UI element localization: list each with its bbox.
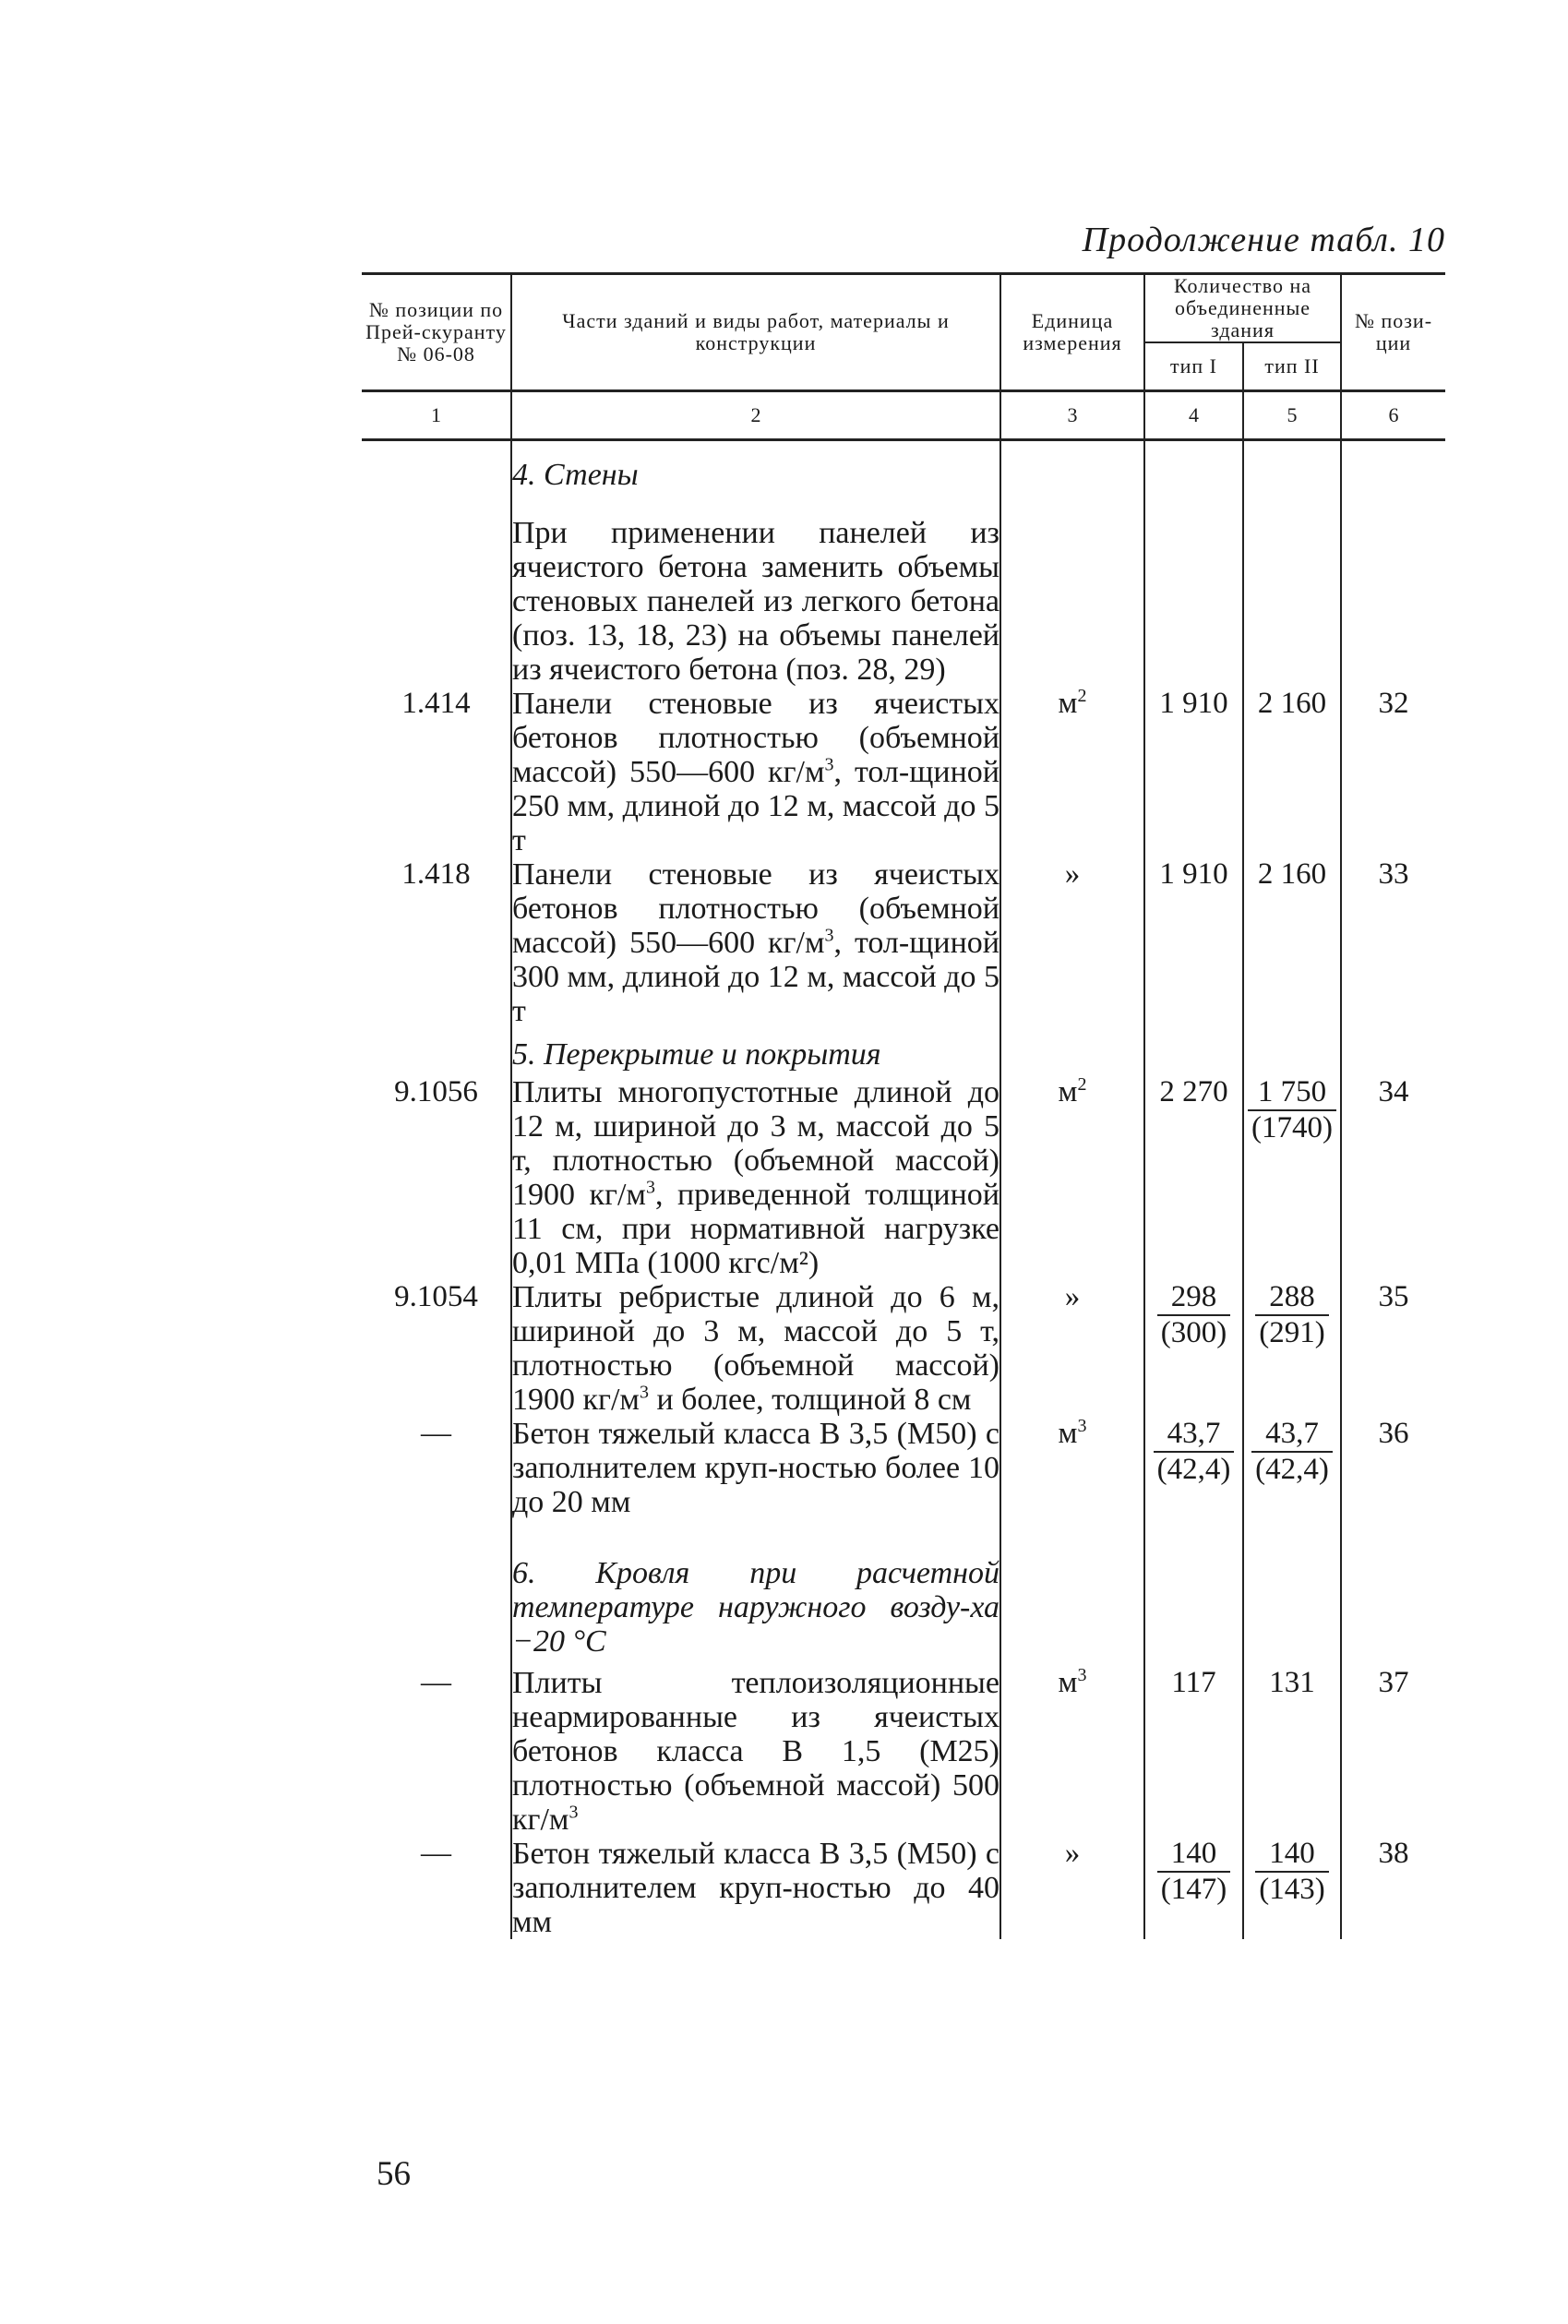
description: Панели стеновые из ячеистых бетонов плотностью (объемной массой) 550—600 $кг/м^3$, тол-щиной 300 мм, длиной до 12 м, массой до 5 т xyxy=(512,857,999,1028)
fraction-numerator: 43,7 xyxy=(1251,1417,1333,1453)
position-number: 32 xyxy=(1341,687,1445,857)
page-number: 56 xyxy=(377,2155,411,2193)
unit: $м^3$ xyxy=(1000,1417,1144,1519)
table-row xyxy=(362,687,1445,857)
header-unit: Единица измерения xyxy=(1000,274,1144,391)
description: Плиты ребристые длиной до 6 м, шириной до 3 м, массой до 5 т, плотностью (объемной массой) 1900 $кг/м^3$ и более, толщиной 8 см xyxy=(512,1280,999,1417)
table-row xyxy=(362,857,1445,1028)
quantity-type-2 xyxy=(1243,1075,1341,1280)
fraction-numerator: 298 xyxy=(1157,1280,1230,1316)
fraction-denominator: (1740) xyxy=(1251,1111,1333,1144)
quantity-type-1: 1 910 xyxy=(1144,687,1243,857)
unit: $м^2$ xyxy=(1000,687,1144,857)
walls-note: При применении панелей из ячеистого бетона заменить объемы стеновых панелей из легкого бетона (поз. 13, 18, 23) на объемы панелей из ячеистого бетона (поз. 28, 29) xyxy=(511,499,1000,687)
column-number: 6 xyxy=(1341,391,1445,440)
table-row xyxy=(362,1837,1445,1939)
column-number: 3 xyxy=(1000,391,1144,440)
position-number: 37 xyxy=(1341,1666,1445,1837)
quantity-type-2 xyxy=(1243,1280,1341,1417)
position-number: 35 xyxy=(1341,1280,1445,1417)
position-code: — xyxy=(362,1666,511,1837)
table-row xyxy=(362,1666,1445,1837)
quantity-type-2: 2 160 xyxy=(1243,687,1341,857)
quantity-type-1: 1 910 xyxy=(1144,857,1243,1028)
quantity-type-2 xyxy=(1243,1837,1341,1939)
unit: $м^3$ xyxy=(1000,1666,1144,1837)
quantity-type-2: 2 160 xyxy=(1243,857,1341,1028)
column-numbers-row xyxy=(362,391,1445,440)
header-description: Части зданий и виды работ, материалы и конструкции xyxy=(511,274,1000,391)
header-position-no: № пози-ции xyxy=(1341,274,1445,391)
position-code: 9.1056 xyxy=(362,1075,511,1280)
price-table xyxy=(362,272,1445,1939)
description: Плиты многопустотные длиной до 12 м, шириной до 3 м, массой до 5 т, плотностью (объемной массой) 1900 $кг/м^3$, приведенной толщиной 11 см, при нормативной нагрузке 0,01 МПа (1000 кгс/м²) xyxy=(512,1075,999,1280)
unit: » xyxy=(1000,1837,1144,1939)
table-caption: Продолжение табл. 10 xyxy=(1082,221,1445,259)
fraction-denominator: (147) xyxy=(1160,1873,1227,1906)
position-code: 1.414 xyxy=(362,687,511,857)
description: Плиты теплоизоляционные неармированные из ячеистых бетонов класса В 1,5 (М25) плотностью (объемной массой) 500 $кг/м^3$ xyxy=(512,1666,999,1837)
fraction-numerator: 1 750 xyxy=(1248,1075,1336,1111)
fraction-denominator: (42,4) xyxy=(1255,1453,1329,1486)
fraction-denominator: (42,4) xyxy=(1156,1453,1231,1486)
header-quantity: Количество на объединенные здания xyxy=(1144,274,1341,343)
unit: $м^2$ xyxy=(1000,1075,1144,1280)
header-type-2: тип II xyxy=(1243,342,1341,391)
fraction-denominator: (291) xyxy=(1259,1316,1325,1349)
table-row xyxy=(362,1280,1445,1417)
quantity-type-1: 117 xyxy=(1144,1666,1243,1837)
position-code: 1.418 xyxy=(362,857,511,1028)
description: Бетон тяжелый класса В 3,5 (М50) с заполнителем круп-ностью более 10 до 20 мм xyxy=(512,1417,999,1519)
description: Бетон тяжелый класса В 3,5 (М50) с заполнителем круп-ностью до 40 мм xyxy=(512,1837,999,1939)
quantity-type-1 xyxy=(1144,1417,1243,1519)
section-row xyxy=(362,1519,1445,1666)
column-number: 5 xyxy=(1243,391,1341,440)
column-number: 1 xyxy=(362,391,511,440)
unit: » xyxy=(1000,1280,1144,1417)
table-row xyxy=(362,1417,1445,1519)
section-row xyxy=(362,1028,1445,1075)
position-code: — xyxy=(362,1837,511,1939)
column-number: 2 xyxy=(511,391,1000,440)
unit: » xyxy=(1000,857,1144,1028)
position-code: — xyxy=(362,1417,511,1519)
quantity-type-1 xyxy=(1144,1280,1243,1417)
description: Панели стеновые из ячеистых бетонов плотностью (объемной массой) 550—600 $кг/м^3$, тол-щиной 250 мм, длиной до 12 м, массой до 5 т xyxy=(512,687,999,857)
column-number: 4 xyxy=(1144,391,1243,440)
quantity-type-1: 2 270 xyxy=(1144,1075,1243,1280)
position-code: 9.1054 xyxy=(362,1280,511,1417)
quantity-type-2: 131 xyxy=(1243,1666,1341,1837)
header-type-1: тип I xyxy=(1144,342,1243,391)
section-row xyxy=(362,440,1445,500)
fraction-numerator: 140 xyxy=(1255,1837,1328,1873)
header-position-pricelist: № позиции по Прей-скуранту № 06-08 xyxy=(362,274,511,391)
quantity-type-2 xyxy=(1243,1417,1341,1519)
section-title-walls: 4. Стены xyxy=(511,440,1000,500)
fraction-numerator: 140 xyxy=(1157,1837,1230,1873)
fraction-denominator: (300) xyxy=(1160,1316,1227,1349)
table-row xyxy=(362,1075,1445,1280)
quantity-type-1 xyxy=(1144,1837,1243,1939)
position-number: 38 xyxy=(1341,1837,1445,1939)
note-row xyxy=(362,499,1445,687)
position-number: 34 xyxy=(1341,1075,1445,1280)
position-number: 36 xyxy=(1341,1417,1445,1519)
section-title-roof: 6. Кровля при расчетной температуре наружного возду-ха −20 °С xyxy=(511,1519,1000,1666)
position-number: 33 xyxy=(1341,857,1445,1028)
fraction-denominator: (143) xyxy=(1259,1873,1325,1906)
fraction-numerator: 288 xyxy=(1255,1280,1328,1316)
fraction-numerator: 43,7 xyxy=(1154,1417,1235,1453)
section-title-floors: 5. Перекрытие и покрытия xyxy=(511,1028,1000,1075)
